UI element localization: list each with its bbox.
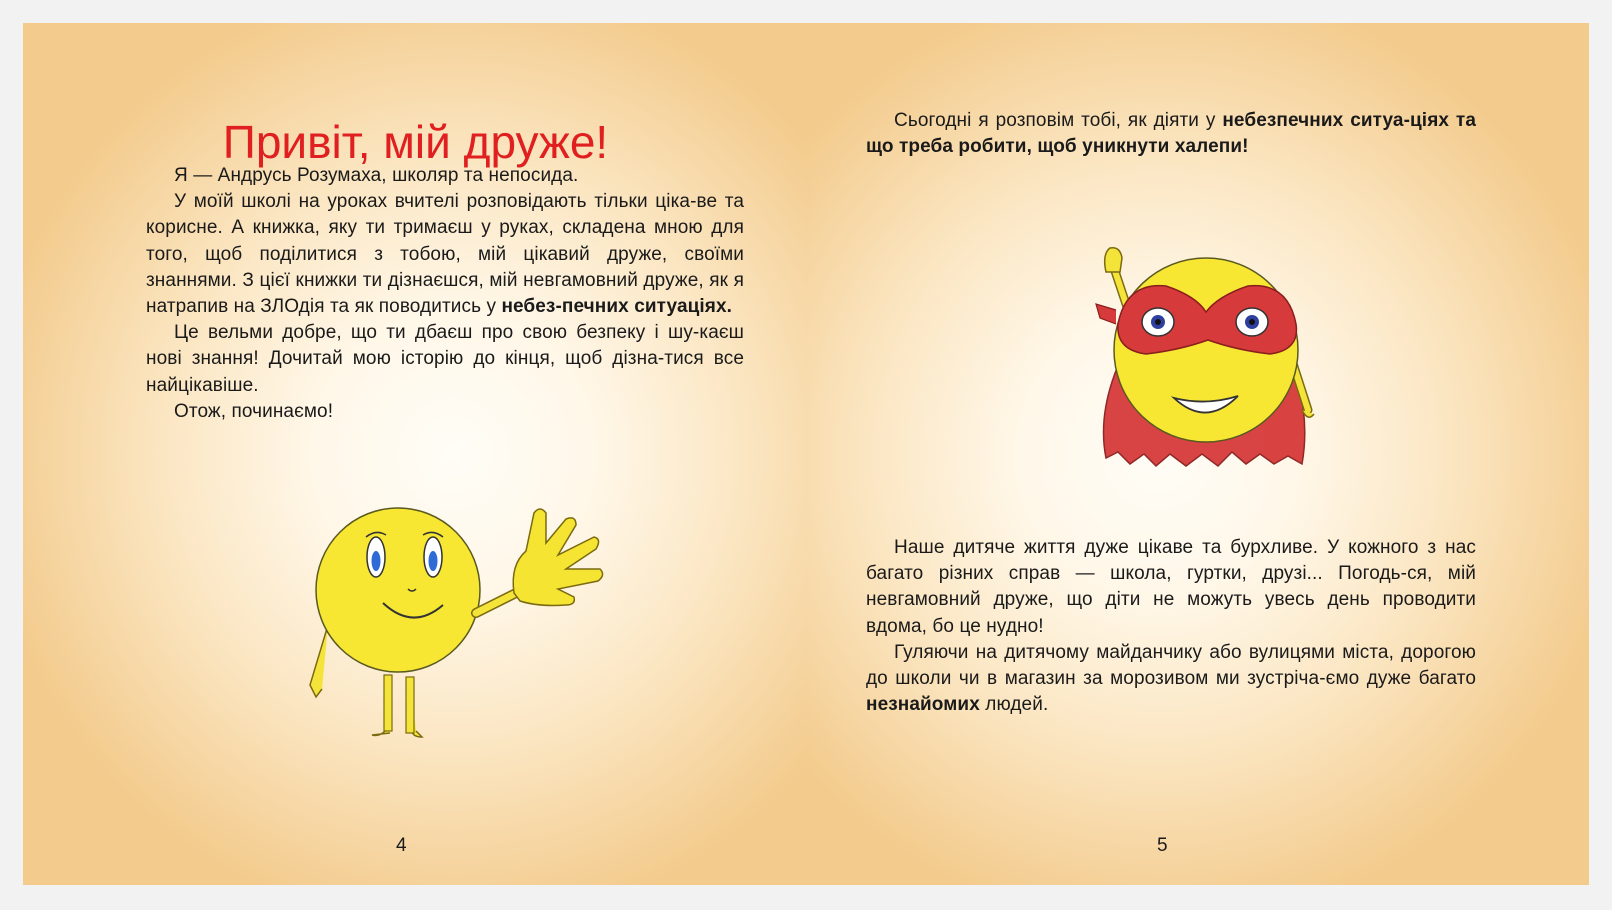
book-spread	[23, 23, 1589, 885]
paragraph: Отож, починаємо!	[174, 400, 334, 422]
paragraph: Гуляючи на дитячому майданчику або вулицями міста, дорогою до школи чи в магазин за морозивом ми зустріча-ємо дуже багато незнайомих людей.	[866, 641, 1476, 716]
paragraph: Це вельми добре, що ти дбаєш про свою безпеку і шу-каєш нові знання! Дочитай мою історію до кінця, щоб дізна-тися все найцікавіше.	[146, 322, 744, 396]
main-text	[866, 535, 1476, 718]
page-number: 4	[396, 835, 407, 856]
intro-text	[866, 108, 1476, 160]
left-page-text	[146, 163, 744, 425]
page-title: Привіт, мій друже!	[222, 115, 609, 168]
paragraph: Я — Андрусь Розумаха, школяр та непосида.	[174, 165, 579, 186]
page-number: 5	[1157, 835, 1168, 856]
paragraph: Сьогодні я розповім тобі, як діяти у небезпечних ситуа-ціях та що треба робити, щоб уникнути халепи!	[866, 110, 1476, 158]
right-page	[806, 23, 1589, 885]
smiling-sun-character-waving-icon	[288, 485, 648, 745]
paragraph: У моїй школі на уроках вчителі розповідають тільки ціка-ве та корисне. А книжка, яку ти тримаєш у руках, складена мною для того, щоб поділитися з тобою, мій цікавий друже, своїми знаннями. З цієї книжки ти дізнаєшся, мій невгамовний друже, як я натрапив на ЗЛОдія та як поводитись у небез-печних ситуаціях.	[146, 191, 744, 318]
superhero-sun-character-with-mask-icon	[1056, 238, 1336, 478]
paragraph: Наше дитяче життя дуже цікаве та бурхливе. У кожного з нас багато різних справ — школа, гуртки, друзі... Погодь-ся, мій невгамовний друже, що діти не можуть увесь день проводити вдома, бо це нудно!	[866, 537, 1476, 637]
left-page	[23, 23, 806, 885]
